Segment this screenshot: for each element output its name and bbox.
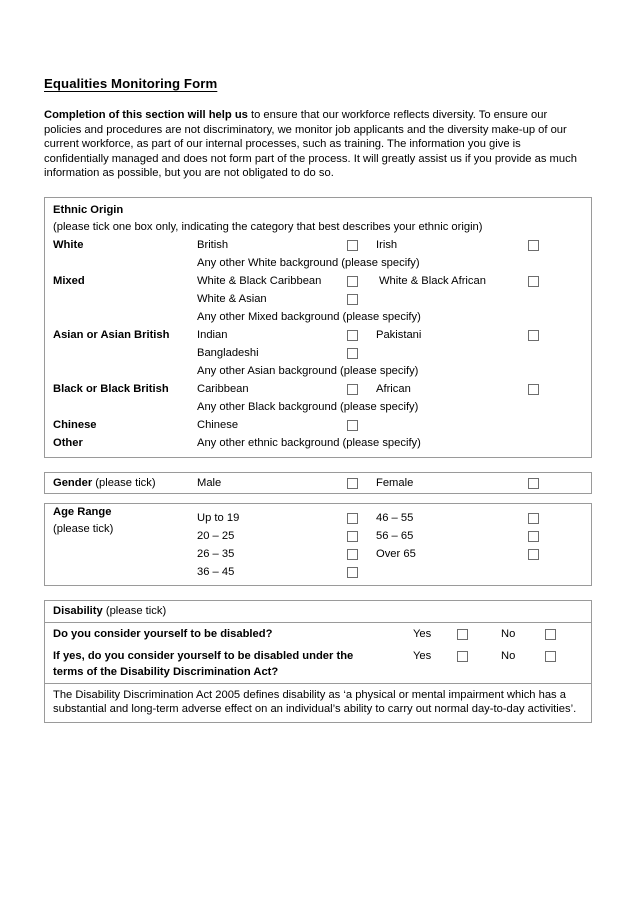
ethnic-option-caribbean: Caribbean bbox=[197, 382, 249, 395]
ethnic-option-pakistani: Pakistani bbox=[376, 328, 422, 341]
ethnic-option-indian: Indian bbox=[197, 328, 228, 341]
checkbox-white-asian[interactable] bbox=[347, 294, 358, 305]
ethnic-origin-section bbox=[44, 197, 592, 458]
disability-section bbox=[44, 600, 592, 723]
intro-body: to ensure that our workforce reflects diversity. To ensure our policies and procedures are not discriminatory, we monitor job applicants and the diversity make-up of our current workforce, as part of our internal processes, such as training. The information you give is confidentially managed and does not form part of the process. It will greatly assist us if you provide as much information as possible, but you are not obligated to do so. bbox=[44, 109, 577, 180]
intro-paragraph bbox=[44, 108, 584, 181]
age-option-20-25: 20 – 25 bbox=[197, 529, 235, 542]
gender-title-text: Gender bbox=[53, 476, 93, 489]
page-title: Equalities Monitoring Form bbox=[44, 76, 218, 91]
age-range-title: Age Range bbox=[53, 505, 112, 518]
disability-title-text: Disability bbox=[53, 604, 103, 617]
age-row-4 bbox=[45, 563, 591, 581]
ethnic-row-asian-other bbox=[45, 362, 591, 380]
ethnic-origin-title: Ethnic Origin bbox=[53, 203, 124, 216]
ethnic-option-african: African bbox=[376, 382, 411, 395]
age-option-56-65: 56 – 65 bbox=[376, 529, 414, 542]
checkbox-disability-q1-yes[interactable] bbox=[457, 629, 468, 640]
ethnic-option-asian-other: Any other Asian background (please specify) bbox=[197, 364, 419, 377]
checkbox-pakistani[interactable] bbox=[528, 330, 539, 341]
ethnic-row-asian bbox=[45, 326, 591, 344]
ethnic-option-british: British bbox=[197, 238, 229, 251]
disability-legal-text: The Disability Discrimination Act 2005 defines disability as ‘a physical or mental impairment which has a substantial and long-term adverse effect on an individual’s ability to carry out normal day-to-day activities’. bbox=[53, 688, 577, 716]
age-row-1 bbox=[45, 509, 591, 527]
checkbox-age-26-35[interactable] bbox=[347, 549, 358, 560]
age-row-2 bbox=[45, 527, 591, 545]
checkbox-gender-male[interactable] bbox=[347, 478, 358, 489]
checkbox-chinese[interactable] bbox=[347, 420, 358, 431]
checkbox-white-black-african[interactable] bbox=[528, 276, 539, 287]
gender-section bbox=[44, 472, 592, 494]
disability-questions-band bbox=[45, 623, 591, 684]
disability-q2-no-label: No bbox=[501, 649, 516, 662]
age-option-36-45: 36 – 45 bbox=[197, 565, 235, 578]
disability-title bbox=[45, 601, 591, 622]
checkbox-age-46-55[interactable] bbox=[528, 513, 539, 524]
gender-option-male: Male bbox=[197, 476, 222, 489]
checkbox-gender-female[interactable] bbox=[528, 478, 539, 489]
checkbox-white-black-caribbean[interactable] bbox=[347, 276, 358, 287]
disability-question-2 bbox=[45, 645, 591, 683]
ethnic-option-irish: Irish bbox=[376, 238, 398, 251]
checkbox-age-up-to-19[interactable] bbox=[347, 513, 358, 524]
gender-instruction: (please tick) bbox=[95, 476, 156, 489]
age-option-46-55: 46 – 55 bbox=[376, 511, 414, 524]
ethnic-group-label-black: Black or Black British bbox=[53, 382, 169, 395]
checkbox-disability-q2-no[interactable] bbox=[545, 651, 556, 662]
ethnic-row-chinese bbox=[45, 416, 591, 434]
ethnic-option-white-black-african: White & Black African bbox=[379, 274, 486, 287]
checkbox-caribbean[interactable] bbox=[347, 384, 358, 395]
ethnic-row-white bbox=[45, 236, 591, 254]
ethnic-option-mixed-other: Any other Mixed background (please specify) bbox=[197, 310, 421, 323]
disability-header-band bbox=[45, 601, 591, 623]
ethnic-option-black-other: Any other Black background (please specify) bbox=[197, 400, 419, 413]
ethnic-row-mixed-other bbox=[45, 308, 591, 326]
disability-instruction: (please tick) bbox=[105, 604, 167, 617]
ethnic-option-white-black-caribbean: White & Black Caribbean bbox=[197, 274, 322, 287]
age-option-26-35: 26 – 35 bbox=[197, 547, 235, 560]
ethnic-row-mixed bbox=[45, 272, 591, 290]
disability-q2-yes-label: Yes bbox=[413, 649, 432, 662]
disability-question-1-text: Do you consider yourself to be disabled? bbox=[53, 627, 273, 640]
ethnic-row-white-asian bbox=[45, 290, 591, 308]
checkbox-white-irish[interactable] bbox=[528, 240, 539, 251]
age-row-3 bbox=[45, 545, 591, 563]
disability-question-2-line2: terms of the Disability Discrimination Act? bbox=[53, 665, 279, 678]
ethnic-option-other-background: Any other ethnic background (please specify) bbox=[197, 436, 421, 449]
ethnic-option-bangladeshi: Bangladeshi bbox=[197, 346, 259, 359]
checkbox-white-british[interactable] bbox=[347, 240, 358, 251]
ethnic-row-black bbox=[45, 380, 591, 398]
intro-bold-lead: Completion of this section will help us bbox=[44, 109, 248, 121]
ethnic-group-label-other: Other bbox=[53, 436, 83, 449]
gender-row bbox=[45, 473, 591, 493]
gender-title bbox=[53, 473, 156, 493]
ethnic-option-chinese: Chinese bbox=[197, 418, 239, 431]
checkbox-disability-q1-no[interactable] bbox=[545, 629, 556, 640]
age-option-over-65: Over 65 bbox=[376, 547, 416, 560]
checkbox-disability-q2-yes[interactable] bbox=[457, 651, 468, 662]
ethnic-row-black-other bbox=[45, 398, 591, 416]
ethnic-group-label-mixed: Mixed bbox=[53, 274, 85, 287]
age-option-up-to-19: Up to 19 bbox=[197, 511, 240, 524]
disability-q1-no-label: No bbox=[501, 627, 516, 640]
ethnic-option-white-asian: White & Asian bbox=[197, 292, 267, 305]
ethnic-group-label-chinese: Chinese bbox=[53, 418, 97, 431]
checkbox-bangladeshi[interactable] bbox=[347, 348, 358, 359]
age-range-section bbox=[44, 503, 592, 586]
ethnic-option-white-other: Any other White background (please specify) bbox=[197, 256, 420, 269]
age-range-instruction: (please tick) bbox=[53, 522, 114, 535]
form-content bbox=[44, 76, 592, 737]
checkbox-african[interactable] bbox=[528, 384, 539, 395]
ethnic-group-label-asian: Asian or Asian British bbox=[53, 328, 170, 341]
ethnic-row-bangladeshi bbox=[45, 344, 591, 362]
checkbox-age-56-65[interactable] bbox=[528, 531, 539, 542]
disability-question-1 bbox=[45, 623, 591, 645]
disability-q1-yes-label: Yes bbox=[413, 627, 432, 640]
ethnic-group-label-white: White bbox=[53, 238, 84, 251]
ethnic-row-white-other bbox=[45, 254, 591, 272]
gender-option-female: Female bbox=[376, 476, 414, 489]
disability-question-2-line1: If yes, do you consider yourself to be disabled under the bbox=[53, 649, 354, 662]
ethnic-row-other bbox=[45, 434, 591, 452]
ethnic-origin-instruction: (please tick one box only, indicating the category that best describes your ethnic origin) bbox=[53, 220, 483, 233]
checkbox-age-36-45[interactable] bbox=[347, 567, 358, 578]
checkbox-indian[interactable] bbox=[347, 330, 358, 341]
checkbox-age-20-25[interactable] bbox=[347, 531, 358, 542]
checkbox-age-over-65[interactable] bbox=[528, 549, 539, 560]
